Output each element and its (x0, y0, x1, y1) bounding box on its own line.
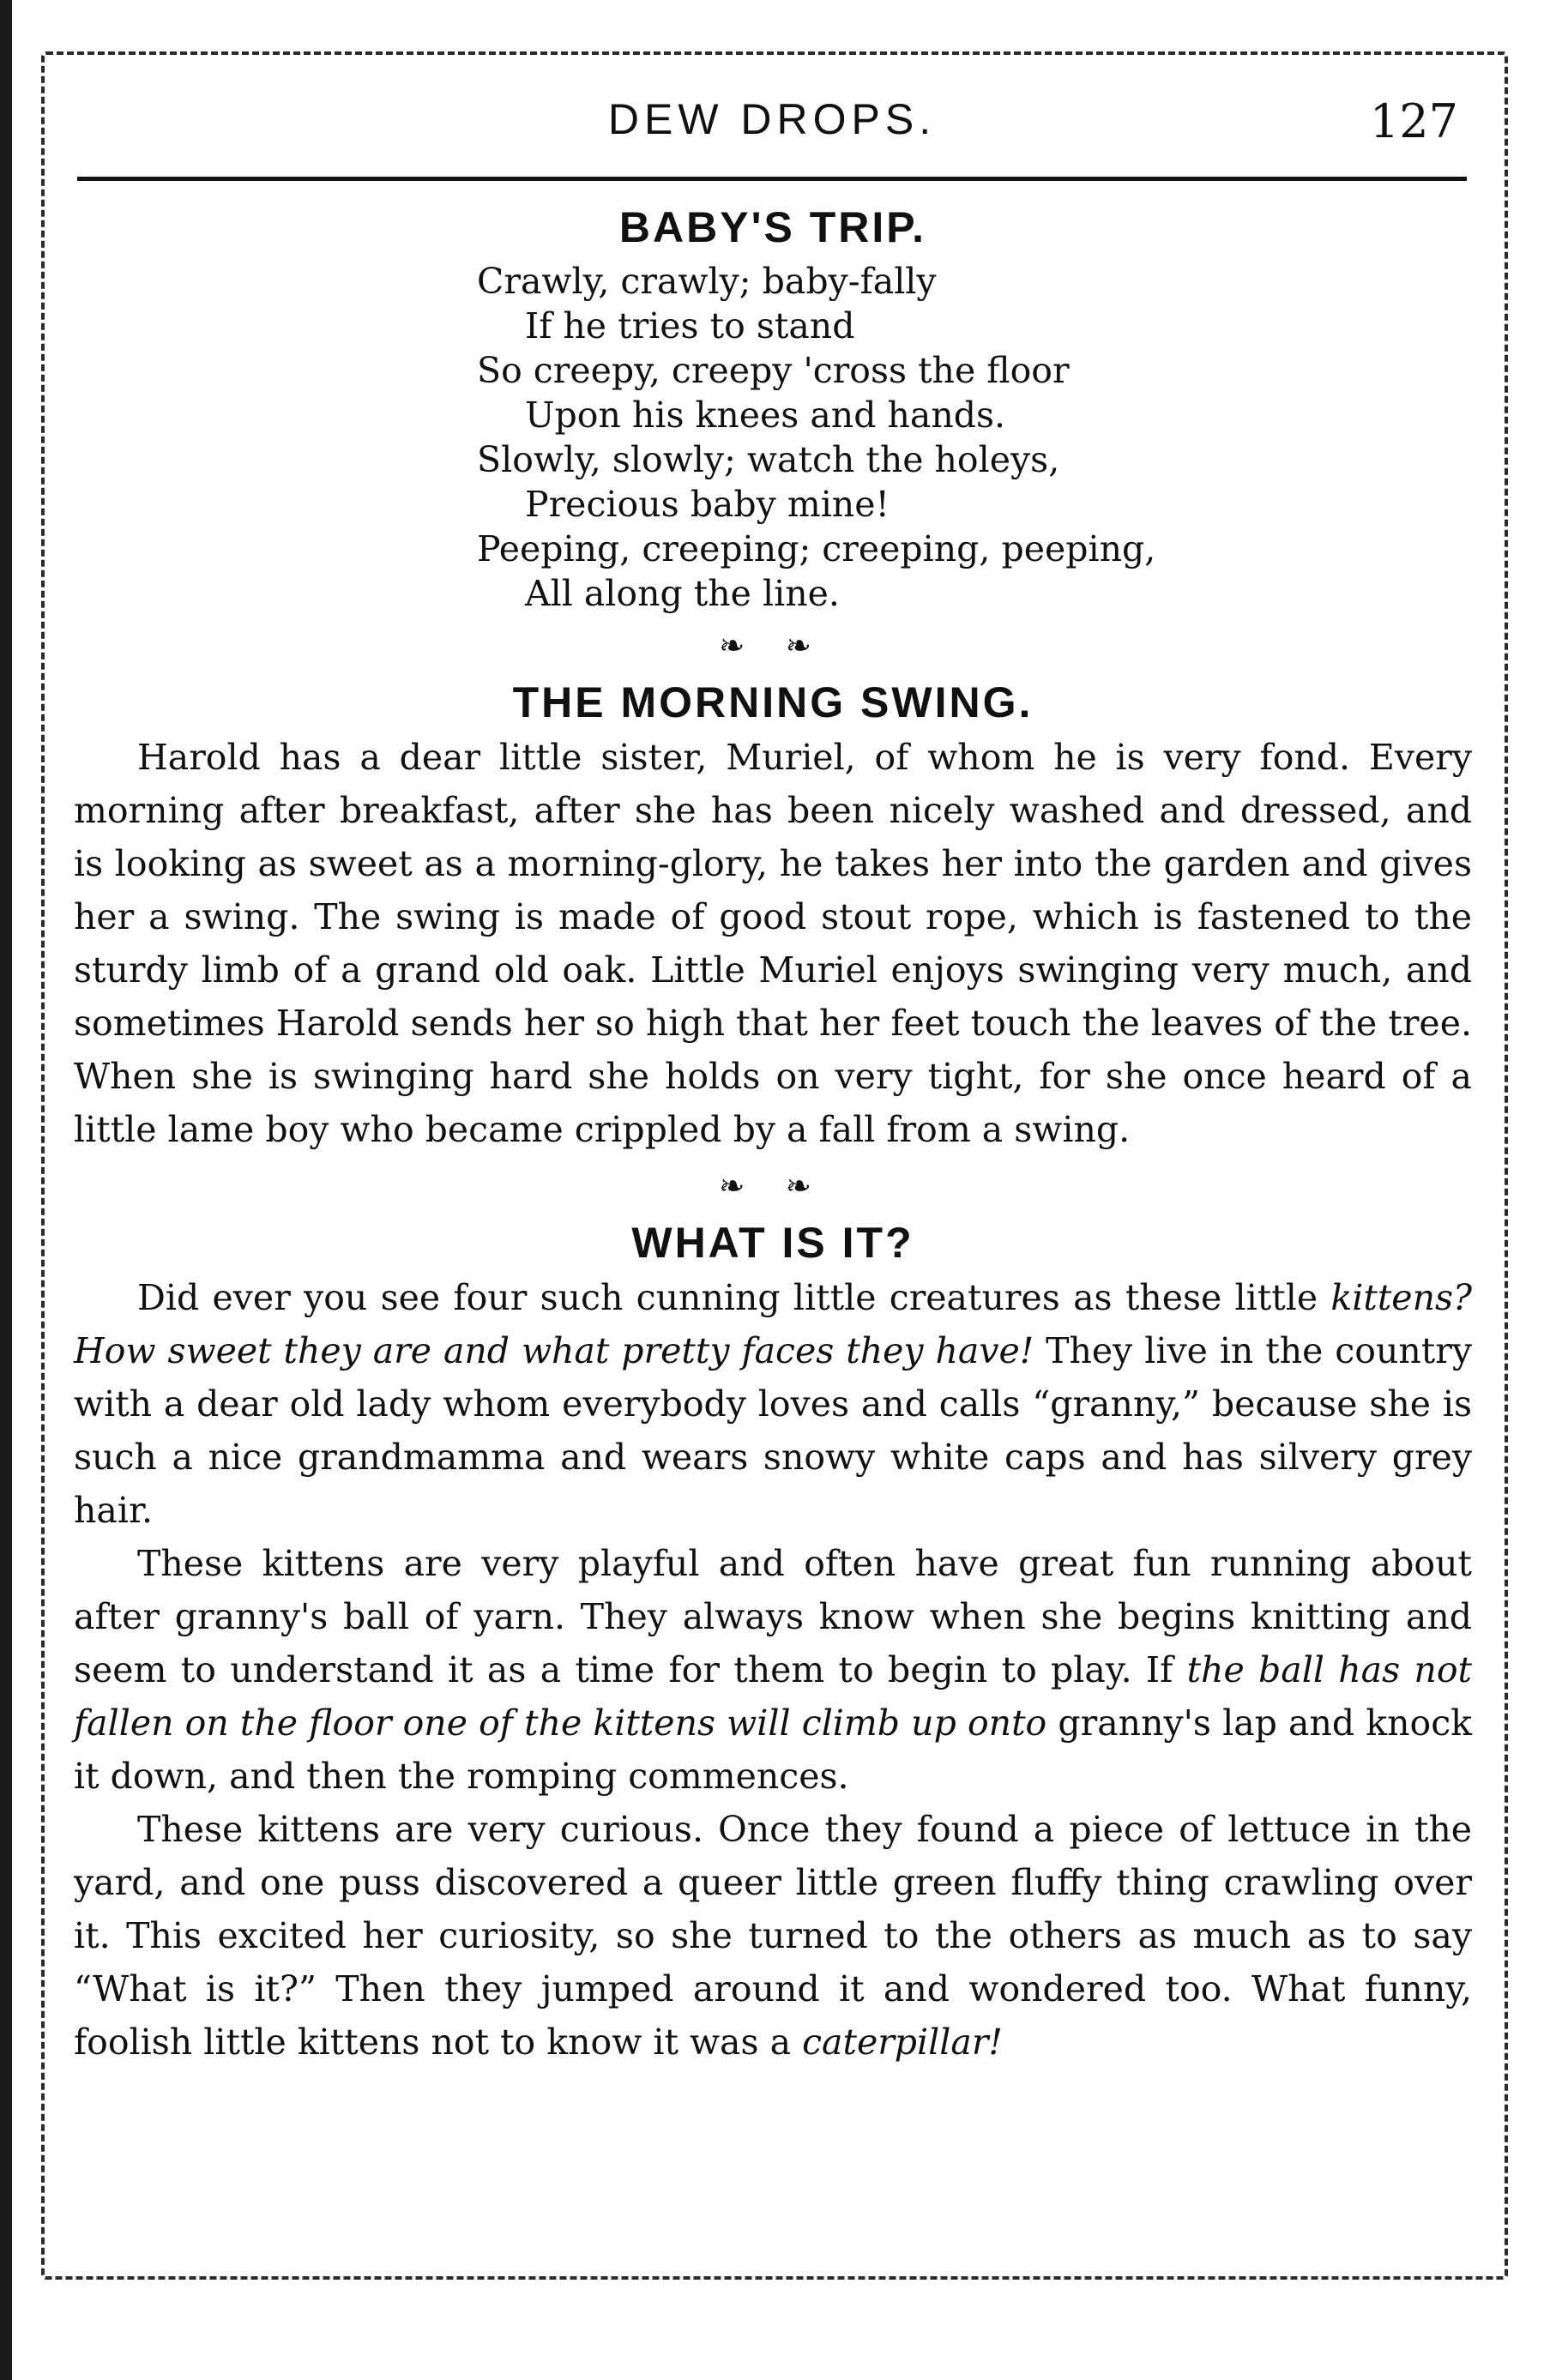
header-rule (77, 177, 1467, 181)
story-paragraph: Harold has a dear little sister, Muriel, of whom he is very fond. Every morning after breakfast, after she has been nicely washed and dressed, and is looking as sweet as a morning-glory, he takes her into the garden and gives her a swing. The swing is made of good stout rope, which is fastened to the sturdy limb of a grand old oak. Little Muriel enjoys swinging very much, and sometimes Harold sends her so high that her feet touch the leaves of the tree. When she is swinging hard she holds on very tight, for she once heard of a little lame boy who became crippled by a fall from a swing. (74, 737, 1472, 1150)
story-title: THE MORNING SWING. (512, 678, 1034, 726)
poem-line: Precious baby mine! (525, 484, 890, 525)
paragraph-text: granny's lap and knock it down, and then the romping commences. (74, 1702, 1473, 1797)
ornament-divider: ❧ ❧ (719, 629, 827, 664)
paragraph-text: They live in the country with a dear old lady whom everybody loves and calls “granny,” because she is such a nice grandmamma and wears snowy white caps and has silvery grey hair. (74, 1330, 1473, 1531)
poem-title: BABY'S TRIP. (618, 203, 927, 251)
poem-line: So creepy, creepy 'cross the floor (477, 350, 1070, 391)
paragraph-text: These kittens are very playful and often have great fun running about after granny's ball of yarn. They always know when she begins knitting and seem to understand it as a time for them to begin to play. If (74, 1543, 1472, 1690)
page-number: 127 (1369, 94, 1458, 148)
running-title: DEW DROPS. (607, 95, 937, 143)
paragraph-text: Did ever you see four such cunning little creatures as these little (137, 1277, 1331, 1318)
story-paragraph (74, 1537, 1472, 1803)
poem-line: Peeping, creeping; creeping, peeping, (477, 528, 1156, 569)
poem-line: Slowly, slowly; watch the holeys, (477, 439, 1060, 480)
story-paragraph (74, 1271, 1472, 1537)
poem-line: All along the line. (525, 573, 840, 614)
italic-text: caterpillar! (802, 2021, 1003, 2063)
poem-body (477, 259, 1472, 616)
page-header (77, 94, 1467, 163)
poem-line: Crawly, crawly; baby-fally (477, 261, 937, 302)
italic-text: the ball has not fallen on the floor one of the kittens will climb up onto (74, 1649, 1472, 1744)
paragraph-text: These kittens are very curious. Once they found a piece of lettuce in the yard, and one puss discovered a queer little green fluffy thing crawling over it. This excited her curiosity, so she turned to the others as much as to say “What is it?” Then they jumped around it and wondered too. What funny, foolish little kittens not to know it was a (74, 1809, 1472, 2063)
italic-text: kittens? How sweet they are and what pretty faces they have! (74, 1277, 1472, 1371)
poem-line: Upon his knees and hands. (525, 395, 1006, 436)
story-paragraph (74, 1803, 1472, 2069)
ornament-divider: ❧ ❧ (719, 1169, 827, 1204)
story-title: WHAT IS IT? (631, 1219, 914, 1267)
book-spine-edge (0, 0, 12, 2380)
page-content (74, 199, 1472, 2069)
poem-line: If he tries to stand (525, 305, 855, 346)
